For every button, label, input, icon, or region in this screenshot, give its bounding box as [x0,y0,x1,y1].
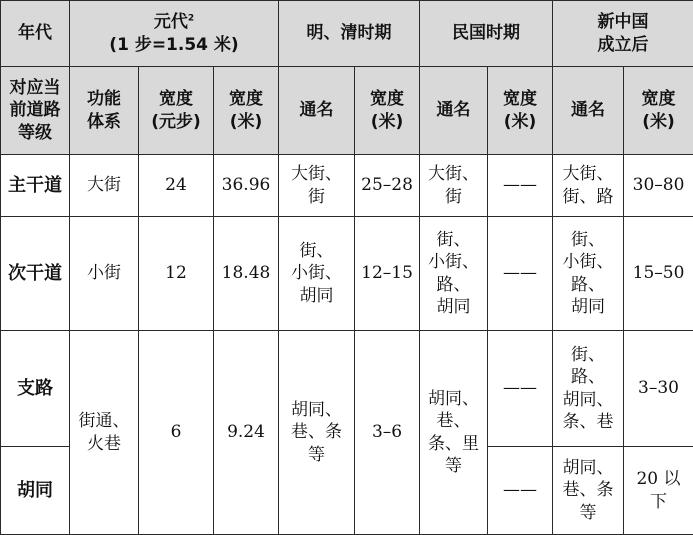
nc-name-branch: 街、 路、 胡同、 条、巷 [553,331,624,447]
header-width-mg: 宽度 (米) [488,67,553,155]
mq-name-secondary: 街、 小街、 胡同 [279,217,355,331]
mg-name-branch: 胡同、 巷、 条、里 等 [420,331,488,535]
header-new-china: 新中国 成立后 [553,1,693,67]
header-ming-qing: 明、清时期 [279,1,420,67]
header-name-mg: 通名 [420,67,488,155]
header-function: 功能 体系 [70,67,139,155]
steps-secondary: 12 [139,217,214,331]
yuan-footnote: 2 [187,13,195,24]
header-minguo: 民国时期 [420,1,553,67]
header-corresponding-level: 对应当 前道路 等级 [1,67,70,155]
level-secondary: 次干道 [1,217,70,331]
func-secondary: 小街 [70,217,139,331]
header-width-mq: 宽度 (米) [355,67,420,155]
nc-width-secondary: 15–50 [624,217,693,331]
yuan-unit: (1 步=1.54 米) [109,34,239,55]
mg-width-secondary: —— [488,217,553,331]
func-arterial: 大街 [70,155,139,217]
mg-width-hutong: —— [488,447,553,535]
steps-branch: 6 [139,331,214,535]
mg-name-arterial: 大街、 街 [420,155,488,217]
meters-secondary: 18.48 [214,217,279,331]
mg-name-secondary: 街、 小街、 路、 胡同 [420,217,488,331]
level-arterial: 主干道 [1,155,70,217]
mg-width-arterial: —— [488,155,553,217]
level-hutong: 胡同 [1,447,70,535]
nc-width-hutong: 20 以 下 [624,447,693,535]
header-name-mq: 通名 [279,67,355,155]
mg-width-branch: —— [488,331,553,447]
header-yuan [70,1,279,67]
steps-arterial: 24 [139,155,214,217]
level-branch: 支路 [1,331,70,447]
nc-width-arterial: 30–80 [624,155,693,217]
nc-name-hutong: 胡同、 巷、条 等 [553,447,624,535]
header-era: 年代 [1,1,70,67]
mq-width-arterial: 25–28 [355,155,420,217]
yuan-title: 元代 [153,12,188,33]
header-width-nc: 宽度 (米) [624,67,693,155]
header-width-m: 宽度 (米) [214,67,279,155]
mq-name-branch: 胡同、 巷、条 等 [279,331,355,535]
func-branch: 街通、 火巷 [70,331,139,535]
mq-width-branch: 3–6 [355,331,420,535]
nc-name-arterial: 大街、 街、路 [553,155,624,217]
meters-branch: 9.24 [214,331,279,535]
nc-name-secondary: 街、 小街、 路、 胡同 [553,217,624,331]
meters-arterial: 36.96 [214,155,279,217]
nc-width-branch: 3–30 [624,331,693,447]
mq-name-arterial: 大街、 街 [279,155,355,217]
header-width-steps: 宽度 (元步) [139,67,214,155]
header-name-nc: 通名 [553,67,624,155]
mq-width-secondary: 12–15 [355,217,420,331]
